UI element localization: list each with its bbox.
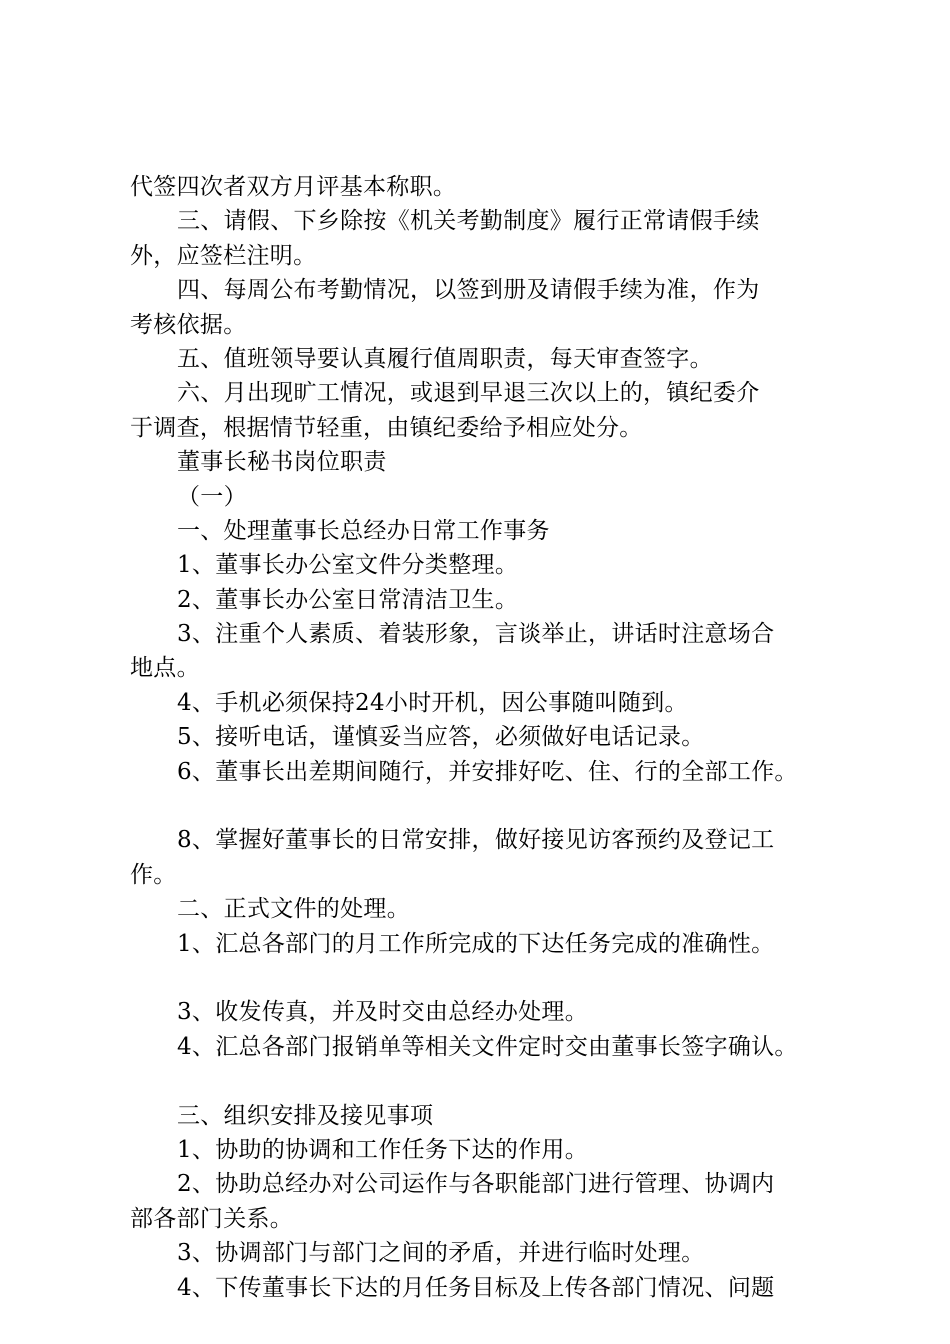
section-heading: 一、处理董事长总经办日常工作事务 — [177, 517, 550, 544]
text-line: 地点。 — [130, 655, 200, 682]
blank-line — [130, 789, 835, 823]
list-item: 1、汇总各部门的月工作所完成的下达任务完成的准确性。 — [177, 930, 775, 957]
text-line: 外，应签栏注明。 — [130, 242, 317, 269]
section-heading: 二、正式文件的处理。 — [177, 896, 410, 923]
list-item: 1、协助的协调和工作任务下达的作用。 — [177, 1136, 589, 1163]
section-heading: 三、组织安排及接见事项 — [177, 1102, 434, 1129]
text-line: 考核依据。 — [130, 311, 247, 338]
list-item: 3、协调部门与部门之间的矛盾，并进行临时处理。 — [177, 1240, 705, 1267]
text-line: 部各部门关系。 — [130, 1205, 294, 1232]
list-item: 2、董事长办公室日常清洁卫生。 — [177, 586, 519, 613]
list-item: 2、协助总经办对公司运作与各职能部门进行管理、协调内 — [177, 1171, 775, 1198]
text-line: 三、请假、下乡除按《机关考勤制度》履行正常请假手续 — [177, 208, 760, 235]
text-line: 五、值班领导要认真履行值周职责，每天审查签字。 — [177, 345, 713, 372]
list-item: 4、手机必须保持24小时开机，因公事随叫随到。 — [177, 689, 688, 716]
blank-line — [130, 961, 835, 995]
list-item: 6、董事长出差期间随行，并安排好吃、住、行的全部工作。 — [177, 758, 798, 785]
text-line: 作。 — [130, 861, 177, 888]
blank-line — [130, 1064, 835, 1098]
section-heading: 董事长秘书岗位职责 — [177, 449, 387, 476]
text-line: 于调查，根据情节轻重，由镇纪委给予相应处分。 — [130, 414, 643, 441]
text-line: 四、每周公布考勤情况，以签到册及请假手续为准，作为 — [177, 277, 760, 304]
list-item: 4、下传董事长下达的月任务目标及上传各部门情况、问题 — [177, 1274, 775, 1301]
list-item: 4、汇总各部门报销单等相关文件定时交由董事长签字确认。 — [177, 1033, 798, 1060]
list-item: 8、掌握好董事长的日常安排，做好接见访客预约及登记工 — [177, 827, 775, 854]
subsection-marker: （一） — [177, 483, 247, 510]
list-item: 1、董事长办公室文件分类整理。 — [177, 552, 519, 579]
document-page — [130, 170, 835, 1305]
text-line: 六、月出现旷工情况，或退到早退三次以上的，镇纪委介 — [177, 380, 760, 407]
list-item: 3、注重个人素质、着装形象，言谈举止，讲话时注意场合 — [177, 621, 775, 648]
list-item: 3、收发传真，并及时交由总经办处理。 — [177, 999, 589, 1026]
list-item: 5、接听电话，谨慎妥当应答，必须做好电话记录。 — [177, 724, 705, 751]
text-line: 代签四次者双方月评基本称职。 — [130, 174, 457, 200]
